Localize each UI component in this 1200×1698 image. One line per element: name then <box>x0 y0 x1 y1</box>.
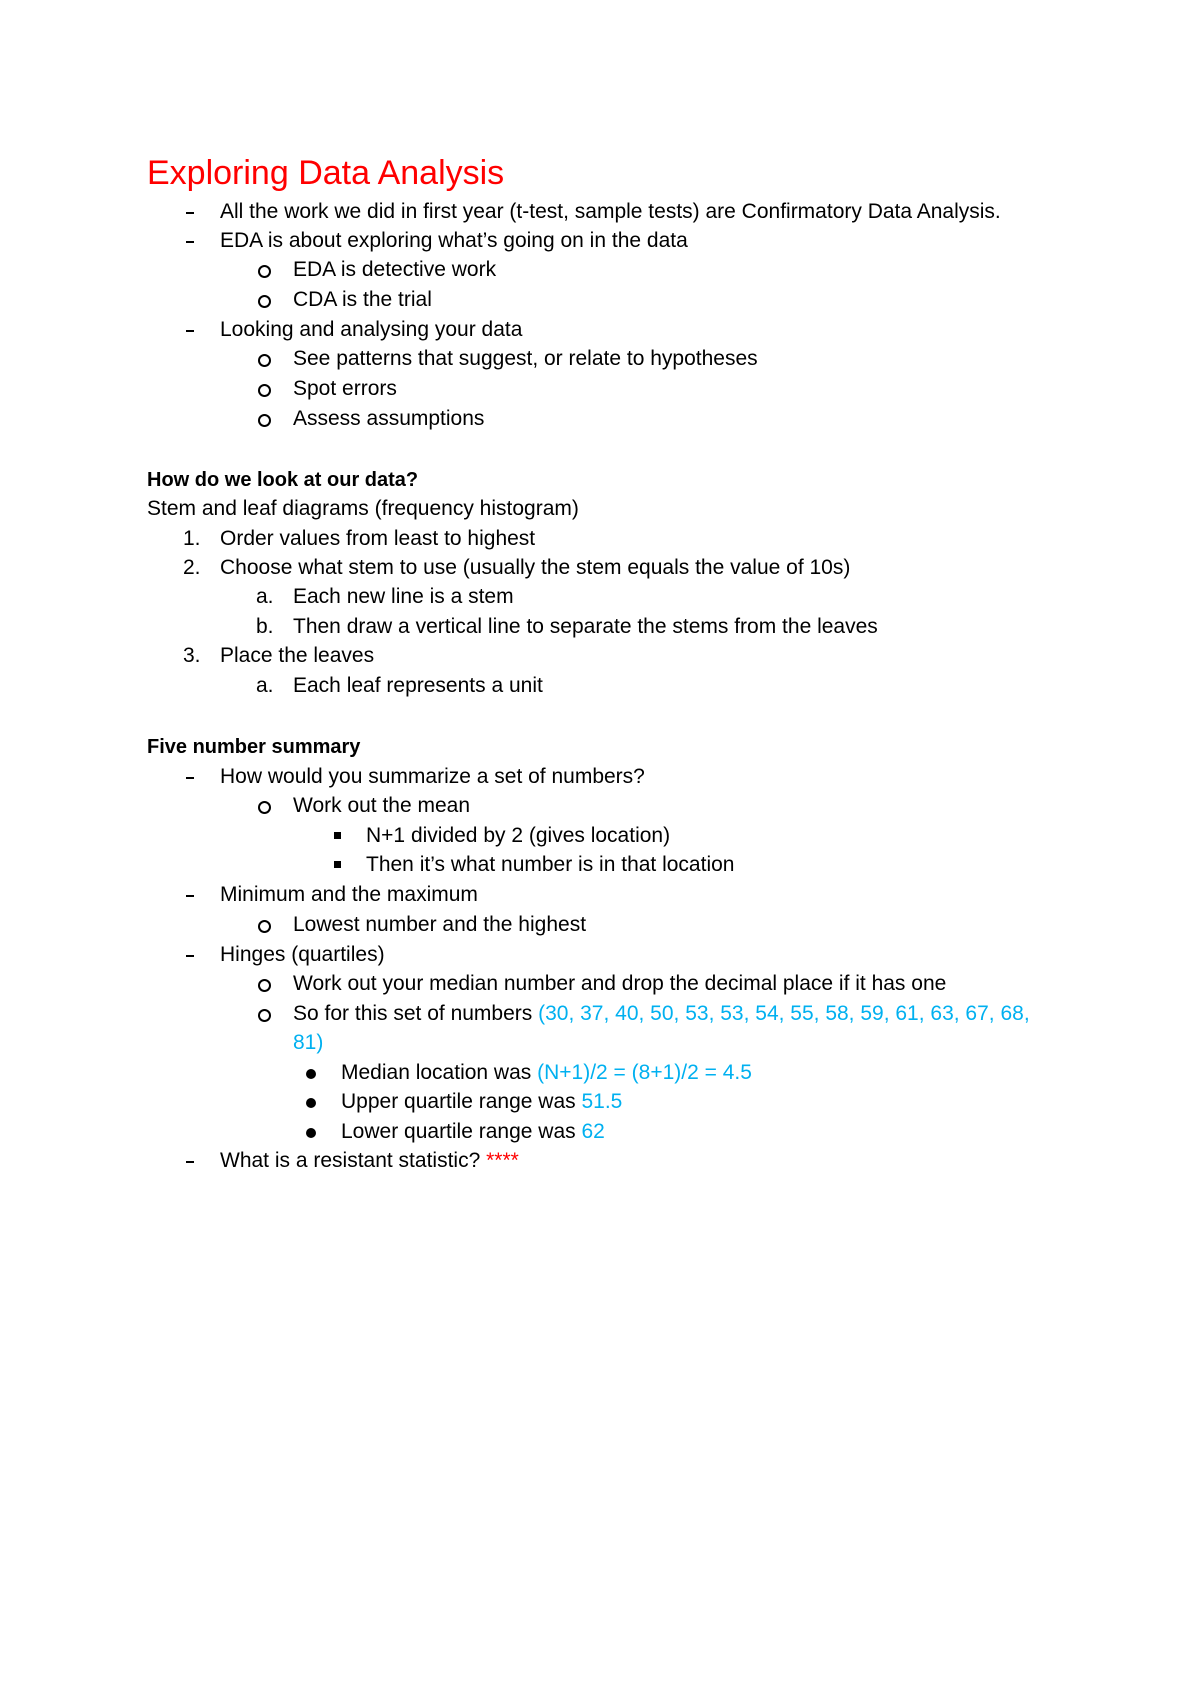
list-item: Choose what stem to use (usually the stem equals the value of 10s) <box>220 556 851 579</box>
list-item: Work out your median number and drop the decimal place if it has one <box>293 972 947 995</box>
dash-bullet <box>186 895 194 897</box>
circle-bullet <box>258 801 271 814</box>
list-item-resistant <box>220 1148 519 1174</box>
list-item-lower-quartile <box>341 1119 605 1145</box>
section-heading: Five number summary <box>147 736 361 758</box>
dot-bullet <box>306 1098 316 1108</box>
dash-bullet <box>186 330 194 332</box>
median-label: Median location was <box>341 1061 538 1084</box>
section-subheading: Stem and leaf diagrams (frequency histogram) <box>147 497 579 520</box>
number-set-values: (30, 37, 40, 50, 53, 53, 54, 55, 58, 59, 61, 63, 67, 68, <box>538 1002 1030 1025</box>
square-bullet <box>334 861 341 868</box>
list-item: See patterns that suggest, or relate to hypotheses <box>293 347 758 370</box>
list-marker: 1. <box>183 527 201 550</box>
list-item: EDA is about exploring what’s going on in the data <box>220 229 688 252</box>
list-marker: 3. <box>183 644 201 667</box>
list-item: Then draw a vertical line to separate the stems from the leaves <box>293 615 878 638</box>
list-item: Work out the mean <box>293 794 471 817</box>
number-set-label: So for this set of numbers <box>293 1002 539 1025</box>
dash-bullet <box>186 1161 194 1163</box>
list-item: Each leaf represents a unit <box>293 674 543 697</box>
list-item-upper-quartile <box>341 1089 622 1115</box>
list-item: Order values from least to highest <box>220 527 536 550</box>
list-item-number-set <box>293 1001 1030 1027</box>
page-title: Exploring Data Analysis <box>147 154 505 192</box>
list-item: Assess assumptions <box>293 407 485 430</box>
list-item: EDA is detective work <box>293 258 497 281</box>
section-heading: How do we look at our data? <box>147 469 419 491</box>
dot-bullet <box>306 1069 316 1079</box>
median-value: (N+1)/2 = (8+1)/2 = 4.5 <box>537 1061 752 1084</box>
circle-bullet <box>258 354 271 367</box>
emphasis-stars: **** <box>486 1149 519 1172</box>
list-marker: a. <box>256 585 274 608</box>
lower-quartile-value: 62 <box>581 1120 605 1143</box>
circle-bullet <box>258 265 271 278</box>
list-item: Place the leaves <box>220 644 375 667</box>
list-item: Then it’s what number is in that location <box>366 853 735 876</box>
list-marker: 2. <box>183 556 201 579</box>
number-set-values-continued: 81) <box>293 1031 324 1054</box>
upper-quartile-label: Upper quartile range was <box>341 1090 582 1113</box>
list-item: Lowest number and the highest <box>293 913 587 936</box>
dot-bullet <box>306 1128 316 1138</box>
dash-bullet <box>186 955 194 957</box>
list-item: N+1 divided by 2 (gives location) <box>366 824 671 847</box>
circle-bullet <box>258 295 271 308</box>
circle-bullet <box>258 920 271 933</box>
list-item: Minimum and the maximum <box>220 883 478 906</box>
list-item: How would you summarize a set of numbers? <box>220 765 645 788</box>
list-item: CDA is the trial <box>293 288 432 311</box>
circle-bullet <box>258 979 271 992</box>
dash-bullet <box>186 212 194 214</box>
upper-quartile-value: 51.5 <box>581 1090 623 1113</box>
list-item: All the work we did in first year (t-test, sample tests) are Confirmatory Data Analysis. <box>220 200 1001 223</box>
circle-bullet <box>258 384 271 397</box>
dash-bullet <box>186 241 194 243</box>
circle-bullet <box>258 414 271 427</box>
list-item: Looking and analysing your data <box>220 318 523 341</box>
circle-bullet <box>258 1009 271 1022</box>
list-marker: a. <box>256 674 274 697</box>
square-bullet <box>334 832 341 839</box>
list-item: Hinges (quartiles) <box>220 943 385 966</box>
list-item: Spot errors <box>293 377 397 400</box>
list-item-median <box>341 1060 752 1086</box>
resistant-question: What is a resistant statistic? <box>220 1149 487 1172</box>
list-item: Each new line is a stem <box>293 585 514 608</box>
lower-quartile-label: Lower quartile range was <box>341 1120 582 1143</box>
list-marker: b. <box>256 615 274 638</box>
dash-bullet <box>186 777 194 779</box>
